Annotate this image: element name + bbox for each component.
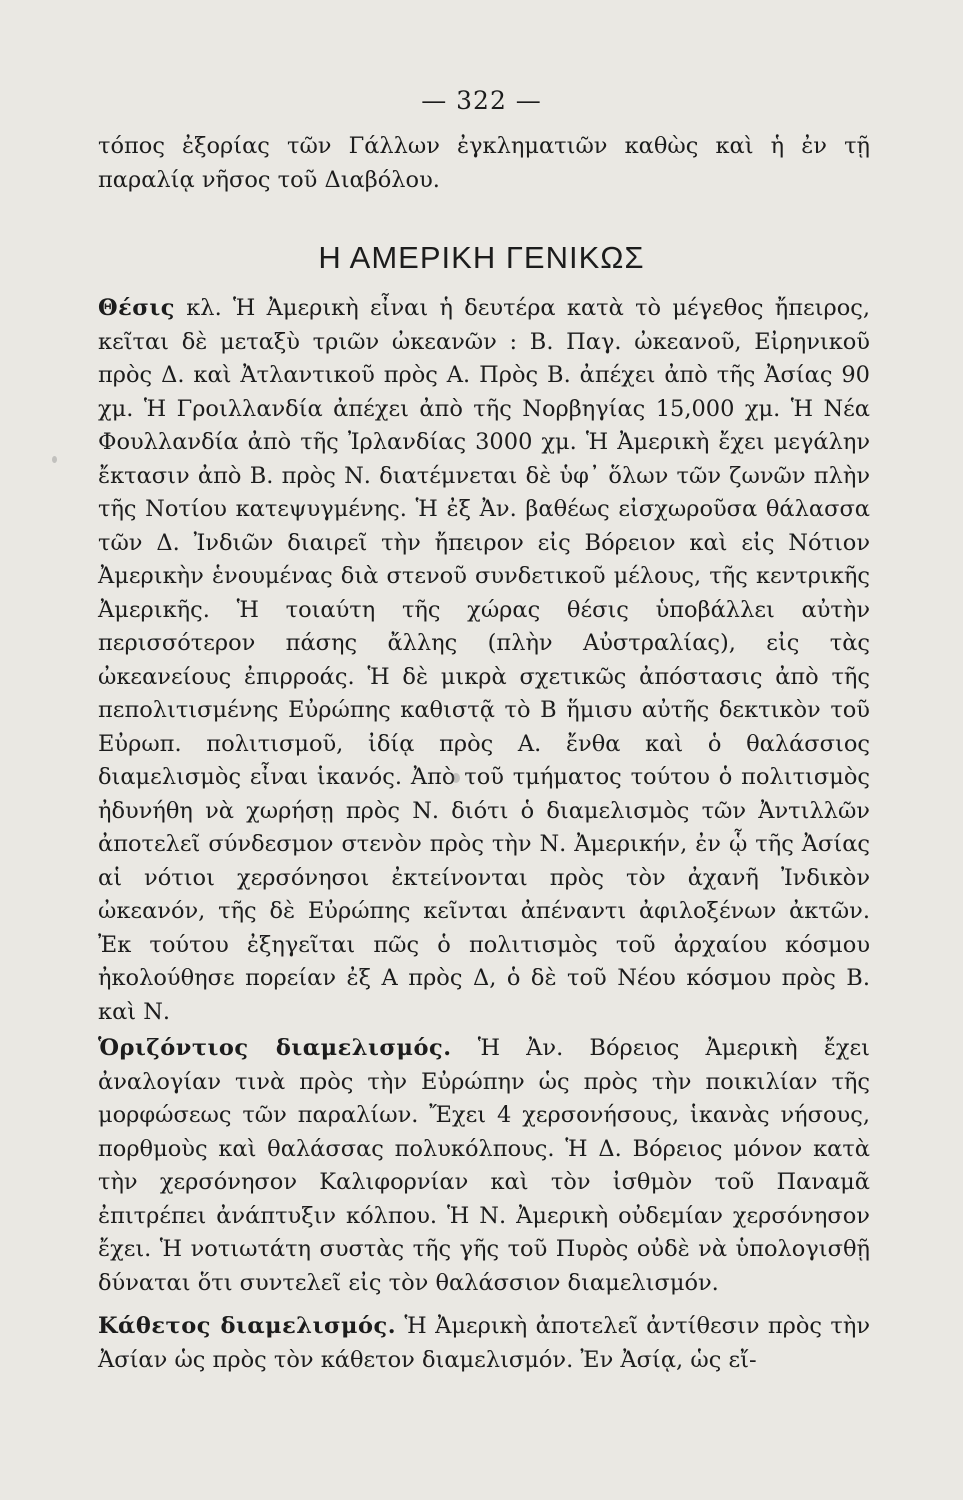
paragraph-lead: Ὁριζόντιος διαμελισμός.: [98, 1035, 452, 1061]
ink-smudge: [452, 773, 460, 783]
paragraph-vertical-division: [98, 1310, 870, 1377]
paragraph-position: [98, 292, 870, 1029]
section-heading: Η ΑΜΕΡΙΚΗ ΓΕΝΙΚΩΣ: [318, 240, 645, 275]
ink-smudge: [52, 456, 57, 463]
paragraph-lead: Κάθετος διαμελισμός.: [98, 1313, 397, 1339]
paragraph-body: [98, 1310, 870, 1377]
intro-text: τόπος ἐξορίας τῶν Γάλλων ἐγκληματιῶν καθὼς καὶ ἡ ἐν τῇ παραλίᾳ νῆσος τοῦ Διαβόλου.: [98, 133, 870, 193]
paragraph-body: [98, 1032, 870, 1300]
paragraph-lead: Θέσις: [98, 295, 175, 321]
paragraph-body: [98, 292, 870, 1029]
intro-paragraph: [98, 130, 870, 197]
page-number: — 322 —: [421, 86, 542, 115]
paragraph-text: κλ. Ἡ Ἀμερικὴ εἶναι ἡ δευτέρα κατὰ τὸ μέγεθος ἤπειρος, κεῖται δὲ μεταξὺ τριῶν ὠκεανῶν : Β. Παγ. ὠκεανοῦ, Εἰρηνικοῦ πρὸς Δ. καὶ Ἀτλαντικοῦ πρὸς Α. Πρὸς Β. ἀπέχει ἀπὸ τῆς Ἀσίας 90 χμ. Ἡ Γροιλλανδία ἀπέχει ἀπὸ τῆς Νορβηγίας 15,000 χμ. Ἡ Νέα Φουλλανδία ἀπὸ τῆς Ἰρλανδίας 3000 χμ. Ἡ Ἀμερικὴ ἔχει μεγάλην ἔκτασιν ἀπὸ Β. πρὸς Ν. διατέμνεται δὲ ὑφ᾽ ὅλων τῶν ζωνῶν πλὴν τῆς Νοτίου κατεψυγμένης. Ἡ ἐξ Ἀν. βαθέως εἰσχωροῦσα θάλασσα τῶν Δ. Ἰνδιῶν διαιρεῖ τὴν ἤπειρον εἰς Βόρειον καὶ εἰς Νότιον Ἀμερικὴν ἑνουμένας διὰ στενοῦ συνδετικοῦ μέλους, τῆς κεντρικῆς Ἀμερικῆς. Ἡ τοιαύτη τῆς χώρας θέσις ὑποβάλλει αὐτὴν περισσότερον πάσης ἄλλης (πλὴν Αὐστραλίας), εἰς τὰς ὠκεανείους ἐπιρροάς. Ἡ δὲ μικρὰ σχετικῶς ἀπόστασις ἀπὸ τῆς πεπολιτισμένης Εὐρώπης καθιστᾷ τὸ Β ἥμισυ αὐτῆς δεκτικὸν τοῦ Εὐρωπ. πολιτισμοῦ, ἰδίᾳ πρὸς Α. ἔνθα καὶ ὁ θαλάσσιος διαμελισμὸς εἶναι ἱκανός. Ἀπὸ τοῦ τμήματος τούτου ὁ πολιτισμὸς ἠδυνήθη νὰ χωρήσῃ πρὸς Ν. διότι ὁ διαμελισμὸς τῶν Ἀντιλλῶν ἀποτελεῖ σύνδεσμον στενὸν πρὸς τὴν Ν. Ἀμερικήν, ἐν ᾧ τῆς Ἀσίας αἱ νότιοι χερσόνησοι ἐκτείνονται πρὸς τὸν ἀχανῆ Ἰνδικὸν ὠκεανόν, τῆς δὲ Εὐρώπης κεῖνται ἀπέναντι ἀφιλοξένων ἀκτῶν. Ἐκ τούτου ἐξηγεῖται πῶς ὁ πολιτισμὸς τοῦ ἀρχαίου κόσμου ἠκολούθησε πορείαν ἐξ Α πρὸς Δ, ὁ δὲ τοῦ Νέου κόσμου πρὸς Β. καὶ Ν.: [98, 295, 870, 1025]
paragraph-horizontal-division: [98, 1032, 870, 1300]
paragraph-text: Ἡ Ἀν. Βόρειος Ἀμερικὴ ἔχει ἀναλογίαν τινὰ πρὸς τὴν Εὐρώπην ὡς πρὸς τὴν ποικιλίαν τῆς μορφώσεως τῶν παραλίων. Ἔχει 4 χερσονήσους, ἱκανὰς νήσους, πορθμοὺς καὶ θαλάσσας πολυκόλπους. Ἡ Δ. Βόρειος μόνον κατὰ τὴν χερσόνησον Καλιφορνίαν καὶ τὸν ἰσθμὸν τοῦ Παναμᾶ ἐπιτρέπει ἀνάπτυξιν κόλπου. Ἡ Ν. Ἀμερικὴ οὐδεμίαν χερσόνησον ἔχει. Ἡ νοτιωτάτη συστὰς τῆς γῆς τοῦ Πυρὸς οὐδὲ νὰ ὑπολογισθῇ δύναται ὅτι συντελεῖ εἰς τὸν θαλάσσιον διαμελισμόν.: [98, 1035, 871, 1296]
paragraph-text: Ἡ Ἀμερικὴ ἀποτελεῖ ἀντίθεσιν πρὸς τὴν Ἀσίαν ὡς πρὸς τὸν κάθετον διαμελισμόν. Ἐν Ἀσίᾳ, ὡς εἴ-: [98, 1313, 870, 1373]
